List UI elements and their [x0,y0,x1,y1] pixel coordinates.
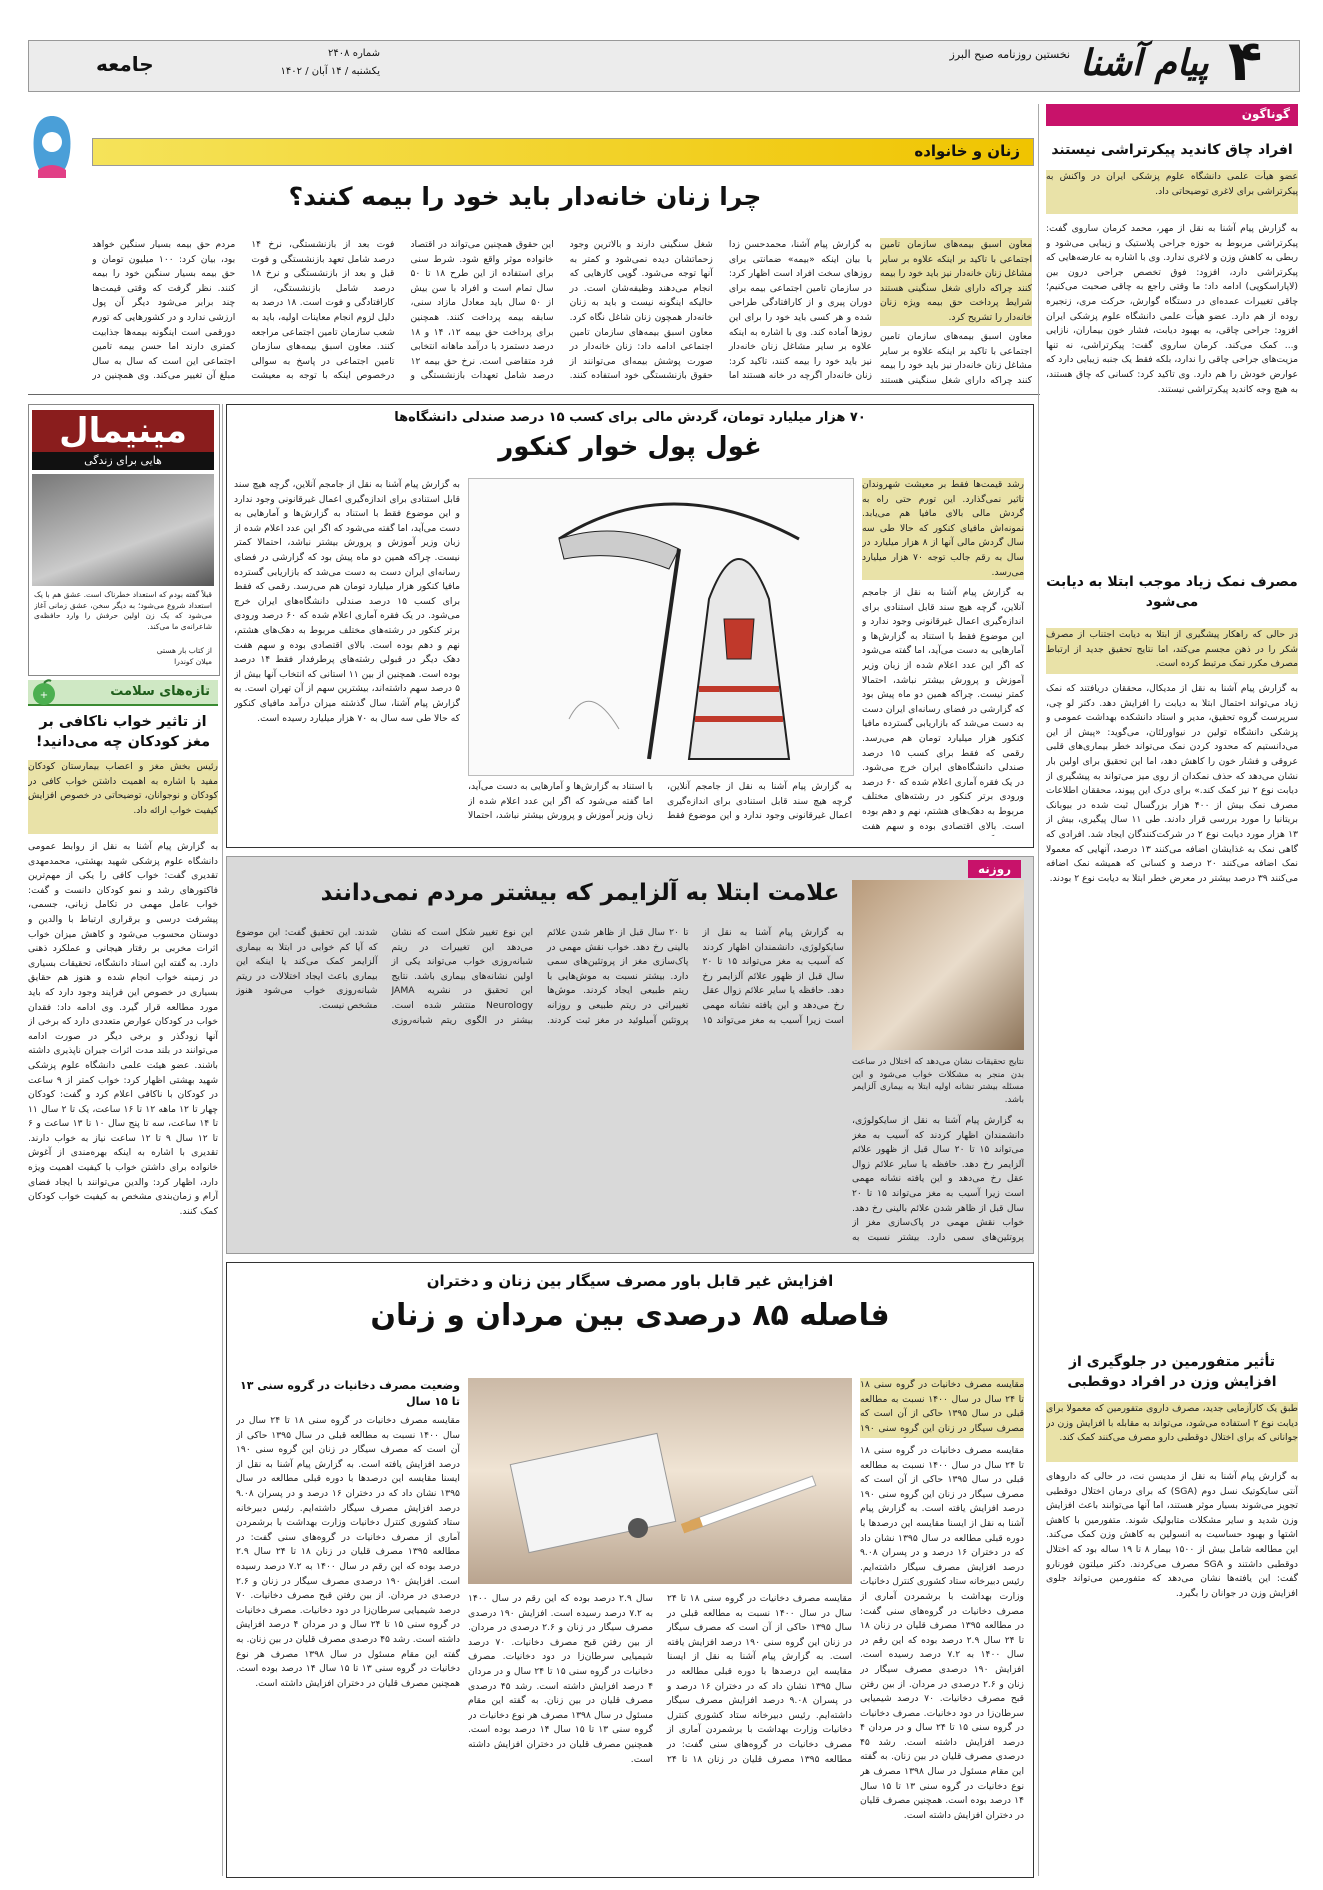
women-headline: چرا زنان خانه‌دار باید خود را بیمه کنند؟ [288,182,762,211]
column-rule-left [222,404,223,1876]
issue-number: شماره ۲۴۰۸ [328,48,380,59]
health-lead: رئیس بخش مغز و اعصاب بیمارستان کودکان مفید با اشاره به اهمیت داشتن خواب کافی در کودکان و نوجوانان، توضیحاتی در خصوص افزایش کیفیت خواب ارائه داد. [28,760,218,834]
ad-source: از کتاب بار هستی میلان کوندرا [156,646,212,666]
issue-date: یکشنبه / ۱۴ آبان / ۱۴۰۲ [280,66,380,77]
cigarette-photo [468,1378,852,1584]
smoking-body-left: مقایسه مصرف دخانیات در گروه سنی ۱۸ تا ۲۴ سال در سال ۱۴۰۰ نسبت به مطالعه قبلی در سال ۱۳۹۵ حاکی از آن است که مصرف سیگار در زنان این گروه سنی ۱۹۰ درصد افزایش یافته است. به گزارش پیام آشنا به نقل از ایسنا مقایسه این درصدها با دوره قبلی مطالعه در سال ۱۳۹۵ نشان داد که در دختران ۱۶ درصد و در پسران ۹.۰۸ درصد افزایش مصرف سیگار داشته‌ایم. رئیس دبیرخانه ستاد کشوری کنترل دخانیات وزارت بهداشت با برشمردن آماری از مصرف دخانیات در گروه‌های سنی گفت: در مطالعه ۱۳۹۵ مصرف قلیان در زنان ۱۸ تا ۲۴ سال ۲.۹ درصد بوده که این رقم در سال ۱۴۰۰ به ۷.۲ درصد رسیده است. افزایش ۱۹۰ درصدی مصرف سیگار در زنان و ۲.۶ درصدی در مردان. از بین رفتن قبح مصرف دخانیات. ۷۰ درصد شیمیایی سرطان‌زا در دود دخانیات. مصرف دخانیات در گروه سنی ۱۵ تا ۲۴ سال و در مردان ۴ درصد افزایش داشته است. رشد ۴۵ درصدی مصرف قلیان در بین زنان. به گفته این مقام مسئول در سال ۱۳۹۸ مصرف هر نوع دخانیات در گروه سنی ۱۳ تا ۱۵ سال ۱۴ درصد بوده است. همچنین مصرف قلیان در دختران افزایش داشته است. [236,1415,460,1689]
ad-subtitle: هایی برای زندگی [32,452,214,470]
sidebar-article1-lead: عضو هیأت علمی دانشگاه علوم پزشکی ایران در واکنش به پیکرتراشی برای لاغری توضیحاتی داد. [1046,170,1298,214]
smoking-kicker: افزایش غیر قابل باور مصرف سیگار بین زنان و دختران [426,1272,834,1290]
apple-icon [30,678,58,706]
smoking-lead: مقایسه مصرف دخانیات در گروه سنی ۱۸ تا ۲۴ سال در سال ۱۴۰۰ نسبت به مطالعه قبلی در سال ۱۳۹۵ حاکی از آن است که مصرف سیگار در زنان این گروه سنی ۱۹۰ [860,1378,1024,1438]
alzheimer-photo [852,880,1024,1050]
konkur-lead: رشد قیمت‌ها فقط بر معیشت شهروندان تاثیر نمی‌گذارد. این تورم حتی راه به گردش مالی بالای مافیا هم می‌یابد. نمونه‌اش مافیای کنکور که حالا طی سه سال گردش مالی آنها از ۸ هزار میلیارد در سال به رقم جالب توجه ۷۰ هزار میلیارد می‌رسد. [862,478,1024,580]
konkur-illustration [468,478,854,776]
sidebar-article3-headline: تأثیر متفورمین در جلوگیری از افزایش وزن در افراد دوقطبی [1067,1354,1277,1390]
health-section-label: تازه‌های سلامت [110,684,210,699]
tagline: نخستین روزنامه صبح البرز [949,48,1070,61]
smoking-headline: فاصله ۸۵ درصدی بین مردان و زنان [370,1298,890,1333]
health-headline: از تاثیر خواب ناکافی بر مغز کودکان چه می‌دانید! [35,714,211,750]
konkur-body-bottom: به گزارش پیام آشنا به نقل از جامجم آنلاین، گرچه هیچ سند قابل استنادی برای اندازه‌گیری اعمال غیرقانونی وجود ندارد و این موضوع فقط با استناد به گزارش‌ها و آمارهایی به دست می‌آید، اما گفته می‌شود که اگر این عدد اعلام شده از زبان وزیر آموزش و پرورش بیشتر نباشد، احتمالا [468,781,852,822]
women-lead: معاون اسبق بیمه‌های سازمان تامین اجتماعی با تاکید بر اینکه علاوه بر سایر مشاغل زنان خانه‌دار نیز باید خود را بیمه کنند چراکه دارای شغل سنگینی هستند شرایط پرداخت حق بیمه ویژه زنان خانه‌دار را تشریح کرد. [880,238,1032,326]
women-divider [28,394,1040,395]
smoking-body-center: مقایسه مصرف دخانیات در گروه سنی ۱۸ تا ۲۴ سال در سال ۱۴۰۰ نسبت به مطالعه قبلی در سال ۱۳۹۵ حاکی از آن است که مصرف سیگار در زنان این گروه سنی ۱۹۰ درصد افزایش یافته است. به گزارش پیام آشنا به نقل از ایسنا مقایسه این درصدها با دوره قبلی مطالعه در سال ۱۳۹۵ نشان داد که در دختران ۱۶ درصد و در پسران ۹.۰۸ درصد افزایش مصرف سیگار داشته‌ایم. رئیس دبیرخانه ستاد کشوری کنترل دخانیات وزارت بهداشت با برشمردن آماری از مصرف دخانیات در گروه‌های سنی گفت: در مطالعه ۱۳۹۵ مصرف قلیان در زنان ۱۸ تا ۲۴ سال ۲.۹ درصد بوده که این رقم در سال ۱۴۰۰ به ۷.۲ درصد رسیده است. افزایش ۱۹۰ درصدی مصرف سیگار در زنان و ۲.۶ درصدی در مردان. از بین رفتن قبح مصرف دخانیات. ۷۰ درصد شیمیایی سرطان‌زا در دود دخانیات. مصرف دخانیات در گروه سنی ۱۵ تا ۲۴ سال و در مردان ۴ درصد افزایش داشته است. رشد ۴۵ درصدی مصرف قلیان در بین زنان. به گفته این مقام مسئول در سال ۱۳۹۸ مصرف هر نوع دخانیات در گروه سنی ۱۳ تا ۱۵ سال ۱۴ درصد بوده است. همچنین مصرف قلیان در دختران افزایش داشته است. [468,1593,852,1765]
sidebar-section-label: گوناگون [1241,107,1290,121]
health-body: به گزارش پیام آشنا به نقل از روابط عمومی دانشگاه علوم پزشکی شهید بهشتی، محمدمهدی تقدیری گفت: خواب کافی را یکی از مهم‌ترین فاکتورهای رشد و نمو کودکان دانست و گفت: خواب عامل مهمی در تکامل زبانی، جسمی، پیشرفت درسی و برقراری ارتباط با والدین و دوستان محسوب می‌شود و کاهش میزان خواب اثرات مخربی بر رفتار هیجانی و عملکرد ذهنی دارد. به گفته این استاد دانشگاه، تحقیقات بسیاری در زمینه خواب انجام شده و هنوز هم حقایق بسیاری در خصوص این فرایند وجود دارد که باید مورد مطالعه قرار گیرد. وی ادامه داد: فقدان خواب در کودکان عوارض متعددی دارد که برخی از آنها زودگذر و برخی دیگر در صورت ادامه می‌توانند در بلند مدت اثرات جبران ناپذیری داشته باشند. عضو هیئت علمی دانشگاه علوم پزشکی شهید بهشتی اظهار کرد: خواب کمتر از ۹ ساعت در کودکان با ناکافی اعلام کرد و گفت: کودکان چهار تا ۱۲ ماهه ۱۲ تا ۱۶ ساعت، یک تا ۲ سال ۱۱ تا ۱۴ ساعت، سه تا پنج سال ۱۰ تا ۱۳ ساعت و ۶ تا ۱۲ سال ۹ تا ۱۲ ساعت نیاز به خواب دارند. تقدیری با اشاره به اینکه بهره‌مندی از آغوش خانواده برای داشتن خواب با کیفیت اهمیت ویژه دارد، اظهار کرد: والدین می‌توانند با ایجاد فضای آرام و زمان‌بندی مشخص به کیفیت خواب کودکان کمک کنند. [28,841,218,1217]
konkur-body-right: به گزارش پیام آشنا به نقل از جامجم آنلاین، گرچه هیچ سند قابل استنادی برای اندازه‌گیری اعمال غیرقانونی وجود ندارد و این موضوع فقط با استناد به گزارش‌ها و آمارهایی به دست می‌آید، اما گفته می‌شود که اگر این عدد اعلام شده از زبان وزیر آموزش و پرورش بیشتر نباشد، احتمالا کمتر نیست. چراکه همین دو ماه پیش بود که گزارشی در فضای رسانه‌ای ایران دست به دست می‌شد که بازاریابی گسترده مافیا کنکور هزار میلیارد تومان هم می‌رسد. رقمی که فقط برای کسب ۱۵ درصد صندلی دانشگاه‌های ایران خرج می‌شود. در یک فقره آماری اعلام شده که ۶۰ درصد ورودی برتر کنکور در رشته‌های مختلف مربوط به دهک‌های هشتم، نهم و دهم بوده است. بالای اقتصادی بوده و سهم هفت [862,587,1024,832]
ad-quote: قبلاً گفته بودم که استعداد خطرناک است. عشق هم با یک استعداد شروع می‌شود؛ به دیگر سخن، عشق زمانی آغاز می‌شود که یک زن اولین حرفش را وارد حافظه‌ی شاعرانه‌ی ما می‌کند. [34,590,212,631]
alzheimer-section-label: روزنه [968,860,1021,878]
sidebar-article3-lead: طبق یک کارآزمایی جدید، مصرف داروی متفورمین که معمولا برای دیابت نوع ۲ استفاده می‌شود، می‌تواند به مقابله با افزایش وزن در جوانانی که برای اختلال دوقطبی دارو مصرف می‌کنند کمک کند. [1046,1402,1298,1462]
alzheimer-body: به گزارش پیام آشنا به نقل از سایکولوژی، دانشمندان اظهار کردند که آسیب به مغز می‌تواند ۱۵ تا ۲۰ سال قبل از ظهور علائم آلزایمر رخ دهد. حافظه یا سایر علائم زوال عقل رخ می‌دهد و این یافته نشانه مهمی است زیرا آسیب به مغز می‌تواند ۱۵ تا ۲۰ سال قبل از ظاهر شدن علائم بالینی رخ دهد. خواب نقش مهمی در پاک‌سازی مغز از پروتئین‌های سمی دارد. بیشتر نسبت به موش‌هایی با ریتم طبیعی ایجاد کردند. موش‌ها تغییراتی در ریتم طبیعی و روزانه پروتئین آمیلوئید در مغز ثبت کردند. این نوع تغییر شکل است که نشان می‌دهد این تغییرات در ریتم شبانه‌روزی خواب می‌تواند یکی از اولین نشانه‌های بیماری باشد. نتایج این تحقیق در نشریه JAMA Neurology منتشر شده است. بیشتر در الگوی ریتم شبانه‌روزی شدند. این تحقیق گفت: این موضوع که آیا کم خوابی در ابتلا به بیماری آلزایمر کمک می‌کند یا اینکه این بیماری باعث ایجاد اختلالات در ریتم شبانه‌روزی خواب می‌شود هنوز مشخص نیست. [236,927,844,1026]
sidebar-article1-body: به گزارش پیام آشنا به نقل از مهر، محمد کرمان ساروی گفت: پیکرتراشی مربوط به حوزه جراحی پلاستیک و زیبایی می‌شود و ربطی به کاهش وزن و لاغری ندارد. وی با اشاره به عارضه‌هایی که پیکرتراشی دارد، افزود: فوق تخصص جراحی درون بین (لاپاراسکوپی) ادامه داد: ما وقتی راجع به چاقی صحبت می‌کنیم؛ چاقی تغییرات عمده‌ای در دستگاه گوارش، حرکت مری، زنجیره روده از هم دارد. عضو هیأت علمی دانشگاه علوم پزشکی ایران افزود: جراحی چاقی، به بهبود دیابت، فشار خون بیماران، نازایی و... کمک می‌کند. کرمان ساروی گفت: پیکرتراشی، نه تنها مزیت‌های جراحی چاقی را ندارد، بلکه فقط یک جنبه زیبایی دارد که عوارض خودش را هم دارد. وی تاکید کرد: کسانی که چاق هستند، به هیچ وجه کاندید پیکرتراشی نیستند. [1046,223,1298,395]
women-body-cont: معاون اسبق بیمه‌های سازمان تامین اجتماعی با تاکید بر اینکه علاوه بر سایر مشاغل زنان خانه‌دار نیز باید خود را بیمه کنند چراکه دارای شغل سنگینی هستند [880,331,1032,386]
smoking-body-right: مقایسه مصرف دخانیات در گروه سنی ۱۸ تا ۲۴ سال در سال ۱۴۰۰ نسبت به مطالعه قبلی در سال ۱۳۹۵ حاکی از آن است که مصرف سیگار در زنان این گروه سنی ۱۹۰ درصد افزایش یافته است. به گزارش پیام آشنا به نقل از ایسنا مقایسه این درصدها با دوره قبلی مطالعه در سال ۱۳۹۵ نشان داد که در دختران ۱۶ درصد و در پسران ۹.۰۸ درصد افزایش مصرف سیگار داشته‌ایم. رئیس دبیرخانه ستاد کشوری کنترل دخانیات وزارت بهداشت با برشمردن آماری از مصرف دخانیات در گروه‌های سنی گفت: در مطالعه ۱۳۹۵ مصرف قلیان در زنان ۱۸ تا ۲۴ سال ۲.۹ درصد بوده که این رقم در سال ۱۴۰۰ به ۷.۲ درصد رسیده است. افزایش ۱۹۰ درصدی مصرف سیگار در زنان و ۲.۶ درصدی در مردان. از بین رفتن قبح مصرف دخانیات. ۷۰ درصد شیمیایی سرطان‌زا در دود دخانیات. مصرف دخانیات در گروه سنی ۱۵ تا ۲۴ سال و در مردان ۴ درصد افزایش داشته است. رشد ۴۵ درصدی مصرف قلیان در بین زنان. به گفته این مقام مسئول در سال ۱۳۹۸ مصرف هر نوع دخانیات در گروه سنی ۱۳ تا ۱۵ سال ۱۴ درصد بوده است. همچنین مصرف قلیان در دختران افزایش داشته است. [860,1445,1024,1821]
sidebar-article2-body: به گزارش پیام آشنا به نقل از مدیکال، محققان دریافتند که نمک زیاد می‌تواند احتمال ابتلا به دیابت را افزایش دهد. دکتر لو چی، سرپرست گروه تحقیق، مدیر و استاد دانشکده بهداشت عمومی و پزشکی دانشگاه تولین در نیواورلئان، می‌گوید: «پیش از این می‌دانستیم که محدود کردن نمک می‌تواند خطر بیماری‌های قلبی عروقی و فشار خون را کاهش دهد، اما این تحقیق برای اولین بار نشان می‌دهد که حذف نمکدان از روی میز می‌تواند به پیشگیری از دیابت نوع ۲ نیز کمک کند.» برای درک این پیوند، محققان اطلاعات مصرف نمک بیش از ۴۰۰ هزار بزرگسال ثبت شده در بیوبانک بریتانیا را مورد بررسی قرار دادند. طی ۱۱ سال پیگیری، بیش از ۱۳ هزار مورد دیابت نوع ۲ در شرکت‌کنندگان ایجاد شد. افرادی که گاهی نمک به غذایشان اضافه می‌کنند ۱۳ درصد، آنهایی که معمولا نمک اضافه می‌کنند ۲۰ درصد و کسانی که همیشه نمک اضافه می‌کنند ۳۹ درصد بیشتر در معرض خطر ابتلا به دیابت نوع ۲ بودند. [1046,683,1298,884]
smoking-subhead: وضعیت مصرف دخانیات در گروه سنی ۱۳ تا ۱۵ سال [240,1379,460,1408]
column-rule-right [1038,104,1039,1876]
konkur-headline: غول پول خوار کنکور [498,432,762,462]
konkur-kicker: ۷۰ هزار میلیارد تومان، گردش مالی برای کسب ۱۵ درصد صندلی دانشگاه‌ها [394,410,866,425]
konkur-body-left: به گزارش پیام آشنا به نقل از جامجم آنلاین، گرچه هیچ سند قابل استنادی برای اندازه‌گیری اعمال غیرقانونی وجود ندارد و این موضوع فقط با استناد به گزارش‌ها و آمارهایی به دست می‌آید، اما گفته می‌شود که اگر این عدد اعلام شده از زبان وزیر آموزش و پرورش بیشتر نباشد، احتمالا کمتر نیست. چراکه همین دو ماه پیش بود که گزارشی در فضای رسانه‌ای ایران دست به دست می‌شد که بازاریابی گسترده مافیا کنکور هزار میلیارد تومان هم می‌رسد. رقمی که فقط برای کسب ۱۵ درصد صندلی دانشگاه‌های ایران خرج می‌شود. در یک فقره آماری اعلام شده که ۶۰ درصد ورودی برتر کنکور در رشته‌های مختلف مربوط به دهک‌های هشتم، نهم و دهم بوده است. بالای اقتصادی بوده و سهم هفت دهک دیگر در قبولی رشته‌های پرطرفدار فقط ۱۴ درصد بوده است. همچنین از بین ۱۱ استانی که انتخاب آنها بیش از ۵ درصد سهم داشته‌اند، بیشترین سهم از آن تهران است. به گزارش پیام آشنا، سال گذشته میزان درآمد مافیای کنکور که حالا طی سه سال به ۷۰ هزار میلیارد رسیده است. [234,479,460,724]
author-photo [32,474,214,586]
alzheimer-caption: نتایج تحقیقات نشان می‌دهد که اختلال در ساعت بدن منجر به مشکلات خواب می‌شود و این مسئله بیشتر نشانه اولیه ابتلا به بیماری آلزایمر باشد. [852,1057,1024,1105]
hijab-icon [28,112,76,182]
women-section-label: زنان و خانواده [914,142,1020,160]
sidebar-article3-body: به گزارش پیام آشنا به نقل از مدیسن نت، در حالی که داروهای آنتی سایکوتیک نسل دوم (SGA) که برای درمان اختلال دوقطبی تجویز می‌شوند بسیار موثر هستند، اما آنها می‌توانند باعث افزایش وزن شدید و سایر مشکلات متابولیک شوند. متفورمین با کاهش اشتها و بهبود حساسیت به انسولین به کاهش وزن کمک می‌کند. این مطالعه شامل بیش از ۱۵۰۰ بیمار ۸ تا ۱۹ ساله بود که اختلال دوقطبی داشتند و SGA مصرف می‌کردند. دکتر میلتون فورنارو گفت: این یافته‌ها نشان می‌دهد که متفورمین می‌تواند جلوی افزایش وزن در جوانان را بگیرد. [1046,1471,1298,1599]
sidebar-article2-lead: در حالی که راهکار پیشگیری از ابتلا به دیابت اجتناب از مصرف شکر را در ذهن مجسم می‌کند، اما نتایج تحقیق جدید از ارتباط مصرف مکرر نمک مرتبط کرده است. [1046,628,1298,674]
alzheimer-body-right: به گزارش پیام آشنا به نقل از سایکولوژی، دانشمندان اظهار کردند که آسیب به مغز می‌تواند ۱۵ تا ۲۰ سال قبل از ظهور علائم آلزایمر رخ دهد. حافظه یا سایر علائم زوال عقل رخ می‌دهد و این یافته نشانه مهمی است زیرا آسیب به مغز می‌تواند ۱۵ تا ۲۰ سال قبل از ظاهر شدن علائم بالینی رخ دهد. خواب نقش مهمی در پاک‌سازی مغز از پروتئین‌های سمی دارد. بیشتر نسبت به [852,1115,1024,1243]
ad-title: مینیمال [32,410,214,452]
logo: پیام آشنا [1080,42,1209,84]
section-title: جامعه [96,52,154,76]
page-number: ۴ [1228,29,1263,94]
sidebar-article1-headline: افراد چاق کاندید پیکرتراشی نیستند [1051,142,1293,158]
alzheimer-headline: علامت ابتلا به آلزایمر که بیشتر مردم نمی‌دانند [320,880,840,906]
sidebar-article2-headline: مصرف نمک زیاد موجب ابتلا به دیابت می‌شود [1046,574,1298,610]
svg-text:+: + [39,690,49,701]
women-body: به گزارش پیام آشنا، محمدحسن زدا با بیان اینکه «بیمه» ضمانتی برای روزهای سخت افراد است اظهار کرد: در سازمان تامین اجتماعی بیمه برای دوران پیری و از کارافتادگی طراحی شده و هر کسی باید خود را برای این روزها آماده کند. وی با اشاره به اینکه علاوه بر سایر مشاغل زنان خانه‌دار نیز باید خود را بیمه کنند، تاکید کرد: زنان خانه‌دار اگرچه در خانه هستند اما شغل سنگینی دارند و بالاترین وجود زحماتشان دیده نمی‌شود و کمتر به آنها توجه می‌شود. گویی کارهایی که انجام می‌دهند وظیفه‌شان است. در حالیکه اینگونه نیست و باید به زنان خانه‌دار همچون زنان شاغل نگاه کرد. معاون اسبق بیمه‌های سازمان تامین اجتماعی ادامه داد: زنان خانه‌دار در صورت پوشش بیمه‌ای می‌توانند از حقوق بازنشستگی خود استفاده کنند. این حقوق همچنین می‌تواند در اقتصاد خانواده موثر واقع شود. شرط سنی برای استفاده از این طرح ۱۸ تا ۵۰ سال تمام است و افراد با سن بیش از ۵۰ سال باید معادل مازاد سنی، سابقه بیمه پرداخت کنند. همچنین برای پرداخت حق بیمه ۱۲، ۱۴ و ۱۸ درصد دستمزد با درآمد ماهانه انتخابی فرد متقاضی است. نرخ حق بیمه ۱۲ درصد شامل تعهدات بازنشستگی و فوت بعد از بازنشستگی، نرخ ۱۴ درصد شامل تعهد بازنشستگی و فوت قبل و بعد از بازنشستگی و نرخ ۱۸ درصد شامل بازنشستگی، از کارافتادگی و فوت است. ۱۸ درصد به دلیل لزوم انجام معاینات اولیه، باید به شعب سازمان تامین اجتماعی مراجعه کنند. معاون اسبق بیمه‌های سازمان تامین اجتماعی در پاسخ به سوالی درخصوص اینکه با توجه به معیشت مردم حق بیمه بسیار سنگین خواهد بود، بیان کرد: ۱۰۰ میلیون تومان و حق بیمه بسیار سنگین خود را بیمه کنند. نظر گرفت که وقتی قیمت‌ها چند برابر می‌شود دیگر آن پول ارزشی ندارد و در کشورهایی که تورم دورقمی است اینگونه بیمه‌ها جذابیت کمتری دارند اما حسن بیمه تامین اجتماعی این است که سال به سال مبلغ آن تغییر می‌کند. وی همچنین در [92,239,872,382]
